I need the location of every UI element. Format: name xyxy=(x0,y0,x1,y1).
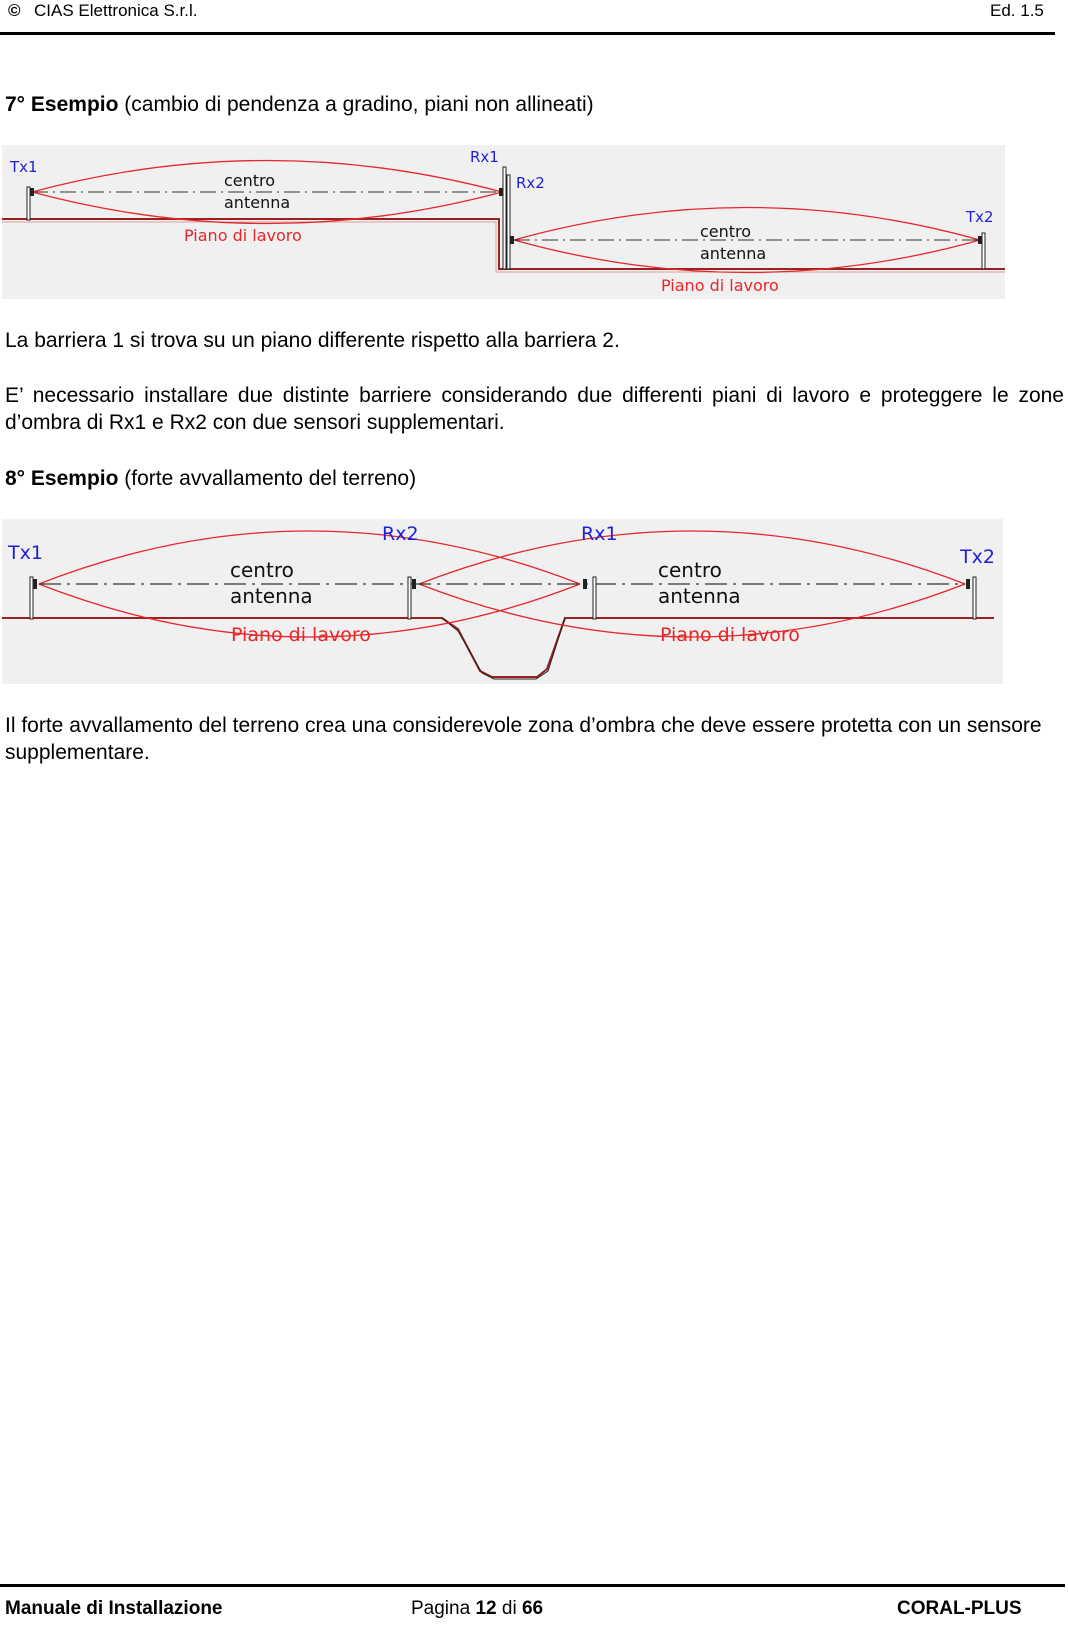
example8-subtitle: (forte avvallamento del terreno) xyxy=(124,467,417,490)
tx1-label: Tx1 xyxy=(10,158,38,176)
piano-label: Piano di lavoro xyxy=(661,276,779,295)
example8-diagram xyxy=(2,519,1003,684)
rx2-label: Rx2 xyxy=(516,174,545,192)
footer-page-number: 12 xyxy=(475,1598,497,1619)
header-copyright-icon: © xyxy=(8,1,21,20)
piano-label: Piano di lavoro xyxy=(231,624,371,646)
rx2-label: Rx2 xyxy=(382,523,419,545)
header-company: CIAS Elettronica S.r.l. xyxy=(34,1,198,20)
example8-paragraph-1: Il forte avvallamento del terreno crea una considerevole zona d’ombra che deve essere protetta con un sensore supplementare. xyxy=(5,714,1042,764)
tx2-label: Tx2 xyxy=(966,208,994,226)
centro-label: centro xyxy=(658,558,722,582)
example8-label: Esempio xyxy=(30,467,119,490)
example8-number: 8° xyxy=(5,467,26,490)
tx2-label: Tx2 xyxy=(960,546,995,568)
footer-divider xyxy=(0,1584,1065,1587)
example7-label: Esempio xyxy=(30,93,119,116)
footer-page-total: 66 xyxy=(521,1598,544,1619)
footer-page-indicator xyxy=(411,1598,543,1620)
example7-subtitle: (cambio di pendenza a gradino, piani non allineati) xyxy=(124,93,594,116)
example7-diagram xyxy=(2,145,1005,299)
footer-page-of: di xyxy=(501,1598,517,1619)
tx1-label: Tx1 xyxy=(8,542,43,564)
header-divider xyxy=(0,32,1055,35)
footer-manual-title: Manuale di Installazione xyxy=(5,1598,223,1619)
example8-heading xyxy=(5,467,416,491)
rx1-label: Rx1 xyxy=(470,148,499,166)
example7-heading xyxy=(5,93,594,117)
centro-label: centro xyxy=(700,222,752,241)
header-edition: Ed. 1.5 xyxy=(990,1,1044,20)
antenna-label: antenna xyxy=(700,244,767,263)
piano-label: Piano di lavoro xyxy=(660,624,800,646)
rx1-label: Rx1 xyxy=(581,523,618,545)
antenna-label: antenna xyxy=(658,584,741,608)
footer-product: CORAL-PLUS xyxy=(897,1598,1022,1619)
example7-number: 7° xyxy=(5,93,26,116)
example7-paragraph-2: E’ necessario installare due distinte barriere considerando due differenti piani di lavoro e proteggere le zone d’ombra di Rx1 e Rx2 con due sensori supplementari. xyxy=(5,384,1064,434)
example7-paragraph-1: La barriera 1 si trova su un piano differente rispetto alla barriera 2. xyxy=(5,329,620,352)
diagram-background xyxy=(2,519,1003,684)
footer-page-prefix: Pagina xyxy=(411,1598,471,1619)
antenna-label: antenna xyxy=(224,193,291,212)
centro-label: centro xyxy=(230,558,294,582)
antenna-label: antenna xyxy=(230,584,313,608)
centro-label: centro xyxy=(224,171,276,190)
piano-label: Piano di lavoro xyxy=(184,226,302,245)
